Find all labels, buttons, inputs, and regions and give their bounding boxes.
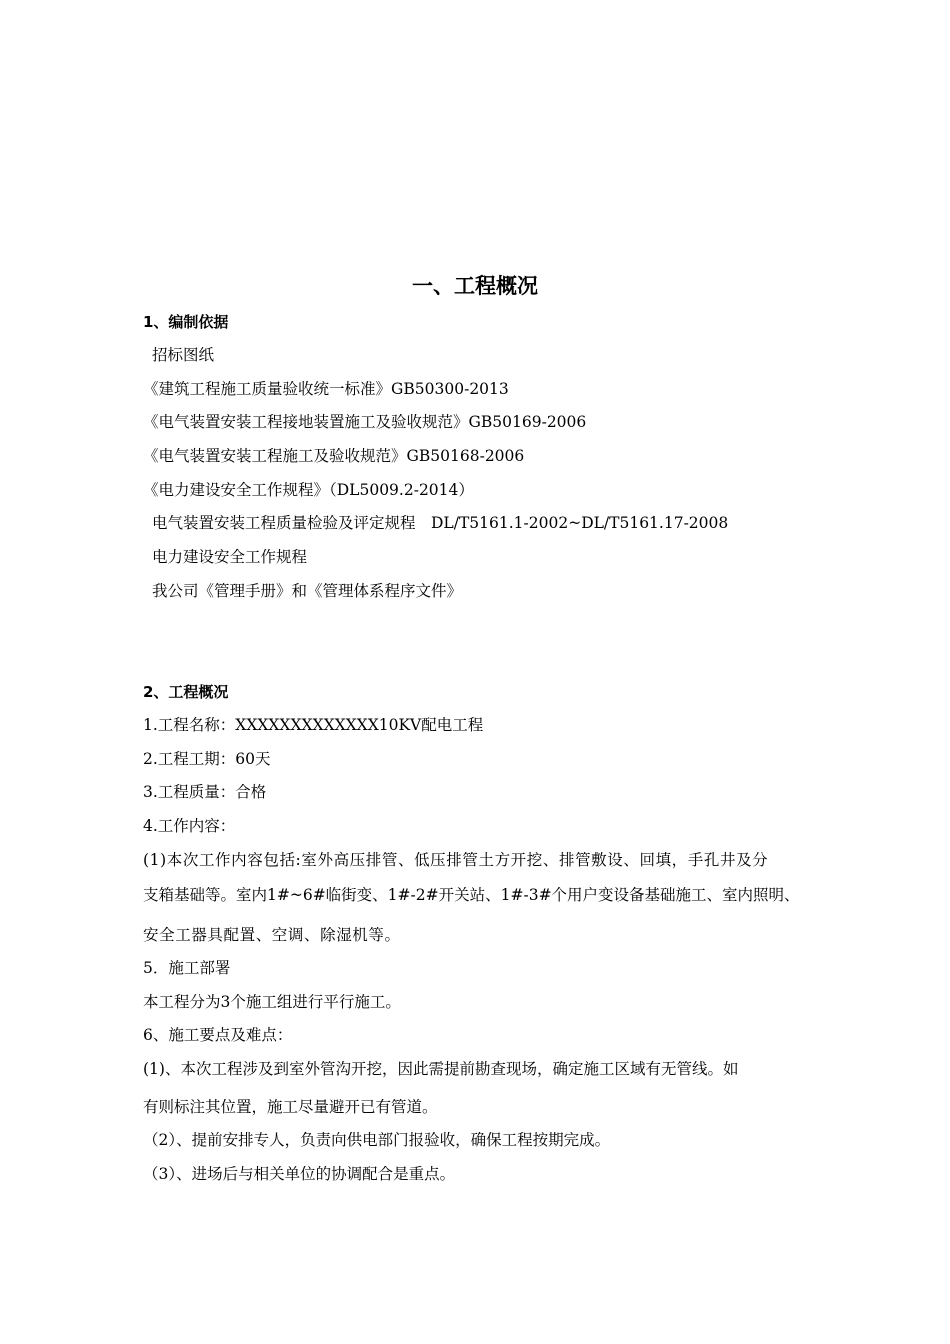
basis-item: 《电气装置安装工程接地装置施工及验收规范》GB50169-2006 (143, 413, 587, 431)
overview-line: 2.工程工期：60天 (143, 750, 271, 768)
overview-line: (1)本次工作内容包括:室外高压排管、低压排管土方开挖、排管敷设、回填，手孔井及分 (143, 851, 769, 869)
basis-item: 《电力建设安全工作规程》（DL5009.2-2014） (143, 481, 474, 499)
overview-line: 1.工程名称：XXXXXXXXXXXXX10KV配电工程 (143, 716, 484, 734)
overview-line: （3）、进场后与相关单位的协调配合是重点。 (143, 1165, 456, 1183)
overview-line: 6、施工要点及难点： (143, 1026, 293, 1044)
overview-line: 有则标注其位置，施工尽量避开已有管道。 (143, 1098, 438, 1116)
basis-item: 《建筑工程施工质量验收统一标准》GB50300-2013 (143, 380, 509, 398)
basis-item: 《电气装置安装工程施工及验收规范》GB50168-2006 (143, 447, 525, 465)
overview-line: 支箱基础等。室内1#~6#临街变、1#-2#开关站、1#-3#个用户变设备基础施工、室内照明、 (143, 886, 800, 904)
section-heading-basis: 1、编制依据 (143, 313, 229, 331)
page-title: 一、工程概况 (412, 274, 538, 298)
overview-line: 3.工程质量：合格 (143, 783, 267, 801)
overview-line: (1)、本次工程涉及到室外管沟开挖，因此需提前勘查现场，确定施工区域有无管线。如 (143, 1060, 739, 1078)
overview-line: 5．施工部署 (143, 959, 231, 977)
basis-item: 电力建设安全工作规程 (152, 548, 308, 566)
section-heading-overview: 2、工程概况 (143, 683, 229, 701)
basis-item: 招标图纸 (152, 346, 215, 364)
basis-item: 我公司《管理手册》和《管理体系程序文件》 (152, 582, 463, 600)
overview-line: 本工程分为3个施工组进行平行施工。 (143, 993, 401, 1011)
overview-line: 安全工器具配置、空调、除湿机等。 (143, 926, 401, 944)
overview-line: （2）、提前安排专人，负责向供电部门报验收，确保工程按期完成。 (143, 1131, 611, 1149)
basis-item: 电气装置安装工程质量检验及评定规程 DL/T5161.1-2002~DL/T5161.17-2008 (152, 514, 729, 532)
overview-line: 4.工作内容： (143, 817, 236, 835)
